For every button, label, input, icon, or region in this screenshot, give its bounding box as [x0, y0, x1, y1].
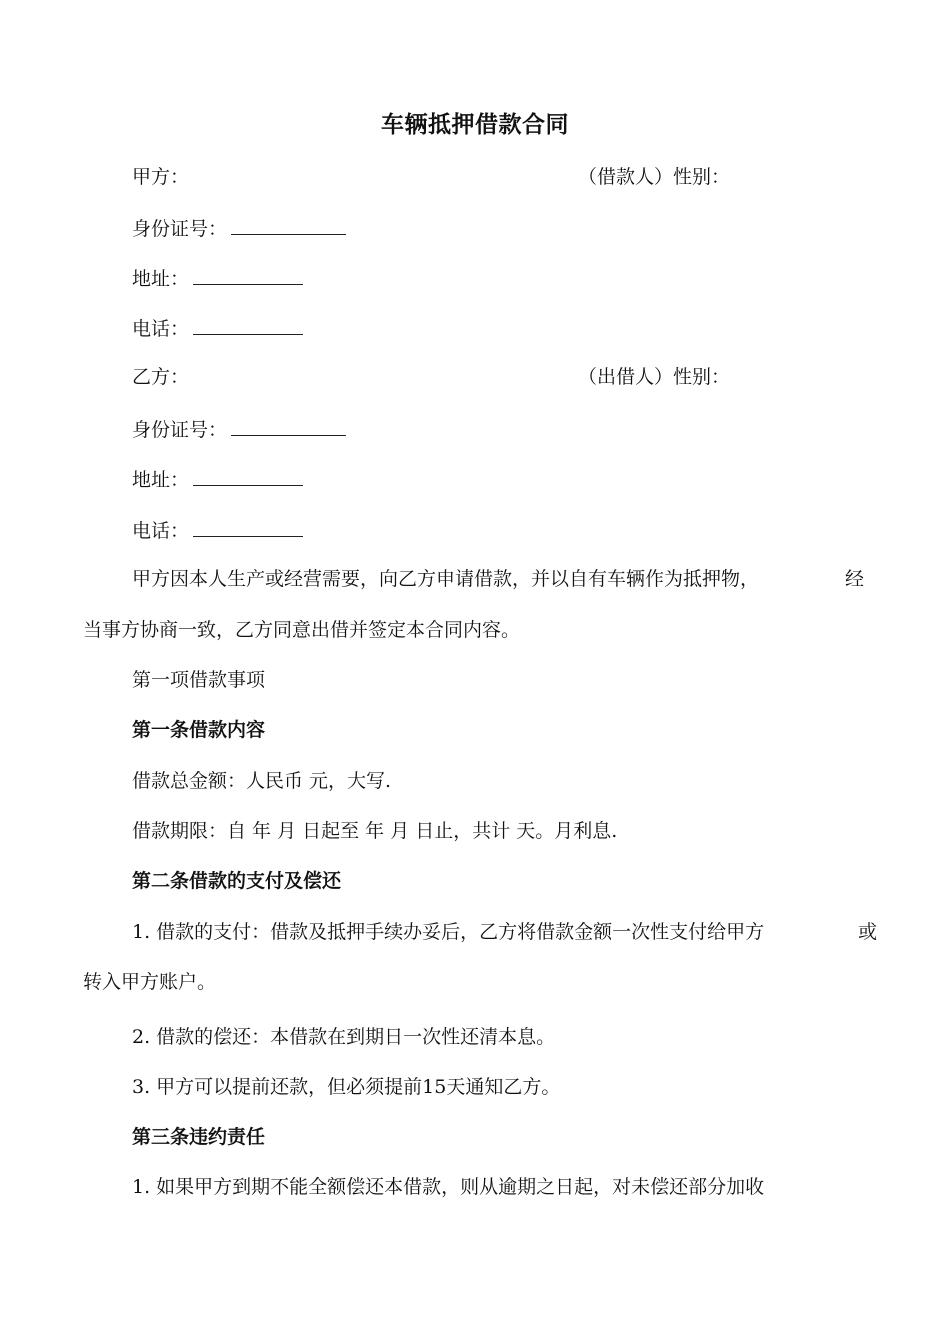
intro-line-2: 当事方协商一致，乙方同意出借并签定本合同内容。: [83, 619, 521, 641]
article-2-item-2: 2. 借款的偿还：本借款在到期日一次性还清本息。: [132, 1026, 556, 1048]
party-a-address-label: 地址：: [132, 268, 190, 290]
party-a-phone-blank: [193, 314, 303, 335]
party-b-phone-row: [132, 516, 303, 544]
party-a-id-blank: [231, 214, 346, 235]
party-a-id-label: 身份证号：: [132, 218, 228, 240]
party-b-address-blank: [193, 465, 303, 486]
article-2-title: 第二条借款的支付及偿还: [132, 870, 342, 892]
party-b-address-label: 地址：: [132, 469, 190, 491]
document-title: 车辆抵押借款合同: [381, 112, 569, 138]
intro-line-1: 甲方因本人生产或经营需要，向乙方申请借款，并以自有车辆作为抵押物，: [132, 568, 760, 590]
party-b-id-blank: [231, 415, 346, 436]
party-b-role-gender: （出借人）性别：: [578, 366, 731, 388]
party-a-address-blank: [193, 264, 303, 285]
intro-line-1-end: 经: [845, 568, 865, 590]
party-b-id-label: 身份证号：: [132, 419, 228, 441]
party-a-phone-label: 电话：: [132, 318, 190, 340]
loan-amount-line: 借款总金额：人民币 元，大写.: [132, 770, 392, 792]
article-2-item-1-line-2: 转入甲方账户。: [83, 971, 217, 993]
article-1-title: 第一条借款内容: [132, 719, 266, 741]
article-2-item-1-line-1-end: 或: [858, 921, 878, 943]
article-3-title: 第三条违约责任: [132, 1126, 266, 1148]
loan-term-line: 借款期限：自 年 月 日起至 年 月 日止，共计 天。月利息.: [132, 820, 618, 842]
article-2-item-1-line-1: 1. 借款的支付：借款及抵押手续办妥后，乙方将借款金额一次性支付给甲方: [132, 921, 765, 943]
party-a-label: 甲方：: [132, 166, 190, 188]
party-a-phone-row: [132, 314, 303, 342]
article-2-item-3: 3. 甲方可以提前还款，但必须提前15天通知乙方。: [132, 1076, 561, 1098]
party-a-address-row: [132, 264, 303, 292]
party-b-address-row: [132, 465, 303, 493]
party-b-phone-blank: [193, 516, 303, 537]
party-b-id-row: [132, 415, 346, 443]
party-b-phone-label: 电话：: [132, 520, 190, 542]
party-a-role-gender: （借款人）性别：: [578, 166, 731, 188]
article-3-item-1: 1. 如果甲方到期不能全额偿还本借款，则从逾期之日起，对未偿还部分加收: [132, 1176, 765, 1198]
party-b-label: 乙方：: [132, 366, 190, 388]
party-a-id-row: [132, 214, 346, 242]
section-1-heading: 第一项借款事项: [132, 669, 266, 691]
